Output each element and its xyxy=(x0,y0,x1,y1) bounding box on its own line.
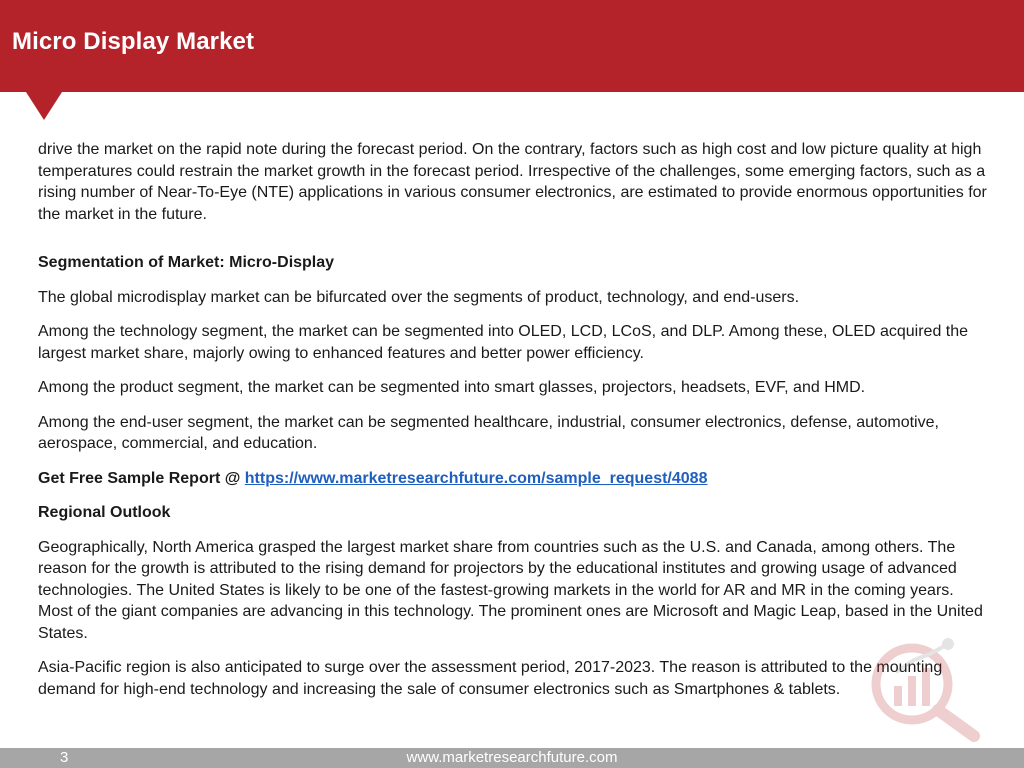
regional-asia-pacific: Asia-Pacific region is also anticipated to surge over the assessment period, 2017-2023. The reason is attributed to the mounting demand for high-end technology and increasing the sale of consumer electronics such as Smartphones & tablets. xyxy=(38,659,943,698)
footer-bar xyxy=(0,748,1024,768)
slide-content xyxy=(38,139,988,713)
page-title: Micro Display Market xyxy=(12,28,255,55)
segmentation-intro: The global microdisplay market can be bifurcated over the segments of product, technology, and end-users. xyxy=(38,288,800,306)
sample-report-line xyxy=(38,468,988,490)
technology-paragraph: Among the technology segment, the market can be segmented into OLED, LCD, LCoS, and DLP. Among these, OLED acquired the largest market share, majorly owing to enhanced features and better power efficiency. xyxy=(38,323,969,362)
header-notch xyxy=(26,92,62,120)
sample-report-label: Get Free Sample Report @ xyxy=(38,469,245,487)
sample-report-link[interactable]: https://www.marketresearchfuture.com/sample_request/4088 xyxy=(244,469,708,487)
regional-north-america: Geographically, North America grasped the largest market share from countries such as the U.S. and Canada, among others. The reason for the growth is attributed to the rising demand for projectors by the educational institutes and growing usage of advanced technologies. The United States is likely to be one of the fastest-growing markets in the world for AR and MR in the coming years. Most of the giant companies are advancing in this technology. The prominent ones are Microsoft and Magic Leap, based in the United States. xyxy=(38,538,983,642)
intro-paragraph: drive the market on the rapid note during the forecast period. On the contrary, factors such as high cost and low picture quality at high temperatures could restrain the market growth in the forecast period. Irrespective of the challenges, some emerging factors, such as a rising number of Near-To-Eye (NTE) applications in various consumer electronics, are estimated to provide enormous opportunities for the market in the future. xyxy=(38,141,987,223)
header-bar xyxy=(0,0,1024,92)
footer-url: www.marketresearchfuture.com xyxy=(406,749,618,766)
product-paragraph: Among the product segment, the market can be segmented into smart glasses, projectors, headsets, EVF, and HMD. xyxy=(38,379,866,396)
regional-heading: Regional Outlook xyxy=(38,504,171,521)
magnifier-chart-logo-icon xyxy=(864,632,994,742)
end-user-paragraph: Among the end-user segment, the market can be segmented healthcare, industrial, consumer electronics, defense, automotive, aerospace, commercial, and education. xyxy=(38,413,939,452)
page-number: 3 xyxy=(60,749,69,766)
segmentation-heading: Segmentation of Market: Micro-Display xyxy=(38,254,335,271)
